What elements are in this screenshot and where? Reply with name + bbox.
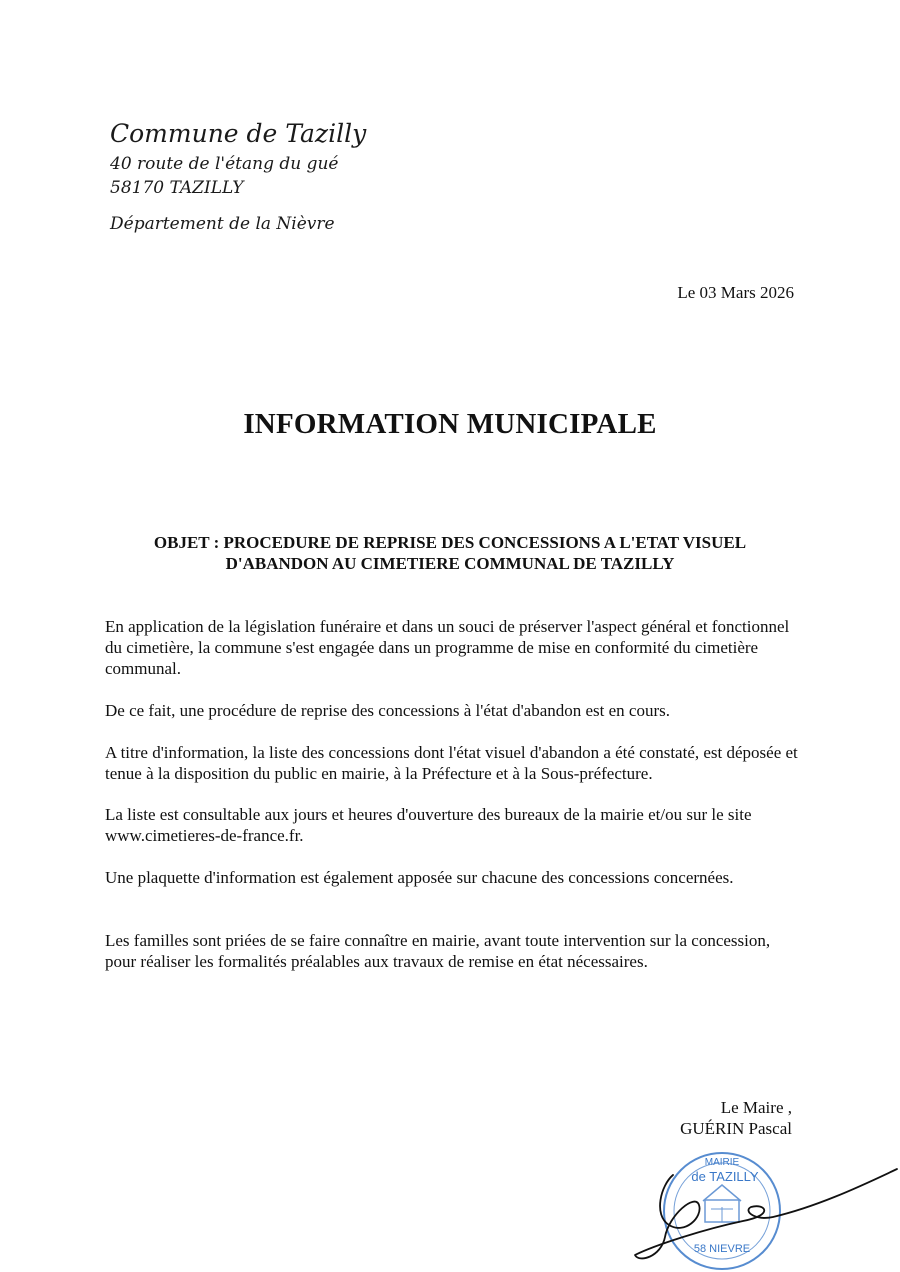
stamp-seal: [664, 1153, 780, 1269]
paragraph-procedure: De ce fait, une procédure de reprise des concessions à l'état d'abandon est en cours.: [105, 701, 671, 720]
stamp-top-text: MAIRIE: [704, 1157, 740, 1168]
signature-block: [680, 1097, 792, 1139]
document-title: INFORMATION MUNICIPALE: [243, 408, 657, 440]
subject-block: [90, 532, 810, 574]
mairie-stamp: [625, 1145, 900, 1270]
signatory-name: GUÉRIN Pascal: [680, 1119, 792, 1138]
paragraph-list-deposit: A titre d'information, la liste des concessions dont l'état visuel d'abandon a été constaté, est déposée et tenue à la disposition du public en mairie, à la Préfecture et à la Sous-préfecture.: [105, 743, 798, 783]
signatory-role: Le Maire ,: [720, 1098, 792, 1117]
subject-line-1: OBJET : PROCEDURE DE REPRISE DES CONCESSIONS A L'ETAT VISUEL: [153, 533, 747, 552]
stamp-bottom-text: 58 NIEVRE: [693, 1243, 751, 1255]
postal-line: 58170 TAZILLY: [110, 178, 244, 198]
letterhead: [110, 116, 530, 236]
paragraph-legislation: En application de la législation funéraire et dans un souci de préserver l'aspect général et fonctionnel du cimetière, la commune s'est engagée dans un programme de mise en conformité du cimetière communal.: [105, 617, 790, 678]
stamp-middle-text: de TAZILLY: [691, 1169, 759, 1184]
paragraph-families: Les familles sont priées de se faire connaître en mairie, avant toute intervention sur la concession, pour réaliser les formalités préalables aux travaux de remise en état nécessaires.: [105, 931, 771, 971]
subject-line-2: D'ABANDON AU CIMETIERE COMMUNAL DE TAZILLY: [225, 554, 675, 573]
paragraph-plaque: Une plaquette d'information est également apposée sur chacune des concessions concernées.: [105, 868, 734, 887]
address-line: 40 route de l'étang du gué: [110, 154, 339, 174]
paragraph-consultation: La liste est consultable aux jours et heures d'ouverture des bureaux de la mairie et/ou sur le site www.cimetieres-de-france.fr.: [105, 805, 752, 845]
document-date: Le 03 Mars 2026: [677, 283, 794, 302]
department-line: Département de la Nièvre: [110, 214, 335, 234]
commune-name: Commune de Tazilly: [110, 119, 367, 148]
